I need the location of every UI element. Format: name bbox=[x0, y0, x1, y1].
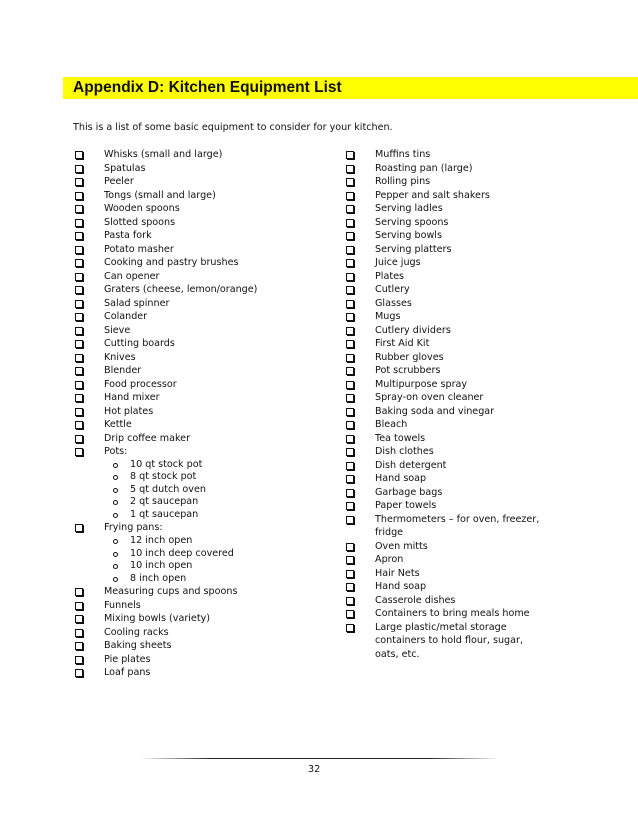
list-item bbox=[344, 621, 544, 662]
list-item bbox=[73, 202, 333, 216]
list-item bbox=[344, 580, 544, 594]
circle-bullet-icon bbox=[113, 513, 118, 518]
list-item-label: Casserole dishes bbox=[375, 594, 456, 606]
list-item bbox=[73, 666, 333, 680]
checkbox-icon bbox=[346, 381, 354, 389]
checkbox-icon bbox=[346, 232, 354, 240]
sub-list-item-label: 12 inch open bbox=[130, 534, 193, 546]
list-item bbox=[344, 418, 544, 432]
list-item-label: Hair Nets bbox=[375, 567, 420, 579]
list-item-label: Pasta fork bbox=[104, 230, 152, 241]
circle-bullet-icon bbox=[113, 488, 118, 493]
list-item bbox=[344, 297, 544, 311]
list-item bbox=[344, 594, 544, 608]
list-item-label: Hot plates bbox=[104, 405, 154, 417]
sub-list-item-label: 8 inch open bbox=[130, 572, 187, 584]
list-item-label: Glasses bbox=[375, 297, 412, 309]
circle-bullet-icon bbox=[113, 564, 118, 569]
checkbox-icon bbox=[75, 259, 83, 267]
list-item-label: Muffins tins bbox=[375, 149, 431, 160]
sub-list-item bbox=[104, 573, 333, 586]
checkbox-icon bbox=[75, 313, 83, 321]
list-item bbox=[73, 521, 333, 585]
list-item-label: Hand soap bbox=[375, 581, 427, 592]
checkbox-icon bbox=[346, 570, 354, 578]
equipment-list-right-column bbox=[344, 148, 544, 661]
list-item bbox=[344, 283, 544, 297]
list-item-label: Oven mitts bbox=[375, 540, 428, 552]
list-item bbox=[73, 378, 333, 392]
list-item bbox=[73, 148, 333, 162]
circle-bullet-icon bbox=[113, 500, 118, 505]
list-item-label: Blender bbox=[104, 365, 142, 376]
checkbox-icon bbox=[346, 610, 354, 618]
sub-list-item bbox=[104, 548, 333, 561]
list-item-label: Mixing bowls (variety) bbox=[104, 613, 211, 625]
list-item-label: Multipurpose spray bbox=[375, 378, 468, 390]
checkbox-icon bbox=[346, 543, 354, 551]
sub-list-item-label: 8 qt stock pot bbox=[130, 471, 197, 483]
list-item bbox=[344, 432, 544, 446]
list-item bbox=[73, 297, 333, 311]
sub-list-item-label: 10 inch open bbox=[130, 560, 193, 572]
sub-list-item-label: 10 qt stock pot bbox=[130, 458, 203, 470]
checkbox-icon bbox=[75, 192, 83, 200]
checkbox-icon bbox=[75, 286, 83, 294]
list-item-label: Bleach bbox=[375, 419, 408, 430]
checkbox-icon bbox=[75, 656, 83, 664]
list-item-label: Spray-on oven cleaner bbox=[375, 392, 484, 403]
list-item bbox=[344, 513, 544, 540]
checkbox-icon bbox=[346, 192, 354, 200]
list-item bbox=[344, 540, 544, 554]
list-item bbox=[73, 639, 333, 653]
list-item bbox=[344, 270, 544, 284]
checkbox-icon bbox=[75, 165, 83, 173]
checkbox-icon bbox=[75, 421, 83, 429]
sub-list-item bbox=[104, 496, 333, 509]
sub-list bbox=[104, 459, 333, 522]
intro-text: This is a list of some basic equipment to consider for your kitchen. bbox=[73, 122, 393, 133]
checkbox-icon bbox=[75, 232, 83, 240]
checkbox-icon bbox=[346, 286, 354, 294]
list-item-label: Hand mixer bbox=[104, 392, 160, 403]
list-item-label: Knives bbox=[104, 351, 136, 363]
checkbox-icon bbox=[75, 602, 83, 610]
list-item-label: Tongs (small and large) bbox=[104, 189, 216, 201]
list-item bbox=[73, 653, 333, 667]
checkbox-icon bbox=[346, 165, 354, 173]
sub-list bbox=[104, 535, 333, 585]
checkbox-icon bbox=[346, 354, 354, 362]
list-item bbox=[344, 499, 544, 513]
list-item-label: Hand soap bbox=[375, 473, 427, 484]
checkbox-icon bbox=[346, 313, 354, 321]
checkbox-icon bbox=[346, 475, 354, 483]
checkbox-icon bbox=[346, 435, 354, 443]
circle-bullet-icon bbox=[113, 552, 118, 557]
checkbox-icon bbox=[75, 354, 83, 362]
list-item bbox=[73, 405, 333, 419]
list-item-label: Apron bbox=[375, 554, 404, 565]
list-item-label: Pepper and salt shakers bbox=[375, 189, 490, 201]
list-item bbox=[73, 599, 333, 613]
list-item bbox=[344, 553, 544, 567]
sub-list-item bbox=[104, 560, 333, 573]
list-item bbox=[344, 391, 544, 405]
circle-bullet-icon bbox=[113, 475, 118, 480]
list-item-label: Food processor bbox=[104, 378, 177, 390]
checkbox-icon bbox=[346, 583, 354, 591]
list-item-label: Rolling pins bbox=[375, 176, 431, 187]
list-item-label: Dish detergent bbox=[375, 459, 447, 471]
list-item bbox=[73, 175, 333, 189]
sub-list-item bbox=[104, 509, 333, 522]
checkbox-icon bbox=[75, 588, 83, 596]
list-item-label: Colander bbox=[104, 311, 148, 322]
checkbox-icon bbox=[346, 205, 354, 213]
list-item-label: Baking soda and vinegar bbox=[375, 405, 495, 417]
list-item-label: Can opener bbox=[104, 270, 160, 282]
checkbox-icon bbox=[346, 327, 354, 335]
list-item-label: Serving ladles bbox=[375, 203, 443, 214]
list-item bbox=[344, 378, 544, 392]
checkbox-icon bbox=[346, 151, 354, 159]
list-item-label: Mugs bbox=[375, 311, 401, 322]
list-item bbox=[73, 337, 333, 351]
list-item bbox=[73, 612, 333, 626]
circle-bullet-icon bbox=[113, 577, 118, 582]
list-item bbox=[344, 175, 544, 189]
checkbox-icon bbox=[346, 300, 354, 308]
checkbox-icon bbox=[346, 421, 354, 429]
list-item bbox=[73, 189, 333, 203]
list-item-label: Drip coffee maker bbox=[104, 432, 191, 444]
checkbox-icon bbox=[75, 669, 83, 677]
list-item-label: Salad spinner bbox=[104, 297, 170, 309]
checkbox-icon bbox=[75, 327, 83, 335]
list-item-label: Serving platters bbox=[375, 243, 452, 255]
sub-list-item bbox=[104, 471, 333, 484]
list-item-label: Dish clothes bbox=[375, 446, 434, 457]
checkbox-icon bbox=[75, 246, 83, 254]
list-item bbox=[73, 364, 333, 378]
list-item-label: Garbage bags bbox=[375, 486, 443, 498]
checkbox-icon bbox=[346, 273, 354, 281]
list-item bbox=[344, 202, 544, 216]
checkbox-icon bbox=[346, 516, 354, 524]
list-item-label: Pots: bbox=[104, 446, 128, 457]
checkbox-icon bbox=[346, 340, 354, 348]
list-item-label: Roasting pan (large) bbox=[375, 162, 473, 174]
list-item bbox=[344, 324, 544, 338]
list-item bbox=[73, 445, 333, 521]
checkbox-icon bbox=[75, 219, 83, 227]
checkbox-icon bbox=[346, 597, 354, 605]
list-item-label: Potato masher bbox=[104, 243, 174, 255]
list-item bbox=[73, 216, 333, 230]
list-item-label: Juice jugs bbox=[375, 257, 421, 268]
list-item bbox=[344, 459, 544, 473]
list-item bbox=[73, 229, 333, 243]
list-item-label: Peeler bbox=[104, 176, 134, 187]
list-item-label: Thermometers – for oven, freezer, fridge bbox=[375, 513, 540, 538]
list-item bbox=[344, 162, 544, 176]
list-item bbox=[344, 310, 544, 324]
sub-list-item-label: 1 qt saucepan bbox=[130, 508, 199, 520]
checkbox-icon bbox=[346, 556, 354, 564]
checkbox-icon bbox=[75, 615, 83, 623]
checkbox-icon bbox=[75, 435, 83, 443]
circle-bullet-icon bbox=[113, 539, 118, 544]
circle-bullet-icon bbox=[113, 463, 118, 468]
list-item bbox=[73, 270, 333, 284]
list-item bbox=[344, 229, 544, 243]
list-item-label: Containers to bring meals home bbox=[375, 608, 530, 619]
list-item bbox=[344, 405, 544, 419]
list-item-label: Cutlery dividers bbox=[375, 324, 451, 336]
list-item bbox=[73, 324, 333, 338]
checkbox-icon bbox=[75, 300, 83, 308]
list-item-label: Cutlery bbox=[375, 284, 410, 295]
checkbox-icon bbox=[346, 408, 354, 416]
list-item bbox=[344, 607, 544, 621]
list-item-label: Wooden spoons bbox=[104, 203, 180, 214]
checkbox-icon bbox=[346, 489, 354, 497]
list-item bbox=[73, 243, 333, 257]
list-item bbox=[73, 626, 333, 640]
checkbox-icon bbox=[75, 448, 83, 456]
list-item bbox=[344, 337, 544, 351]
checkbox-icon bbox=[346, 178, 354, 186]
list-item-label: Cooling racks bbox=[104, 626, 169, 638]
list-item bbox=[344, 256, 544, 270]
list-item-label: Large plastic/metal storage containers to hold flour, sugar, oats, etc. bbox=[375, 621, 524, 660]
checkbox-icon bbox=[75, 381, 83, 389]
list-item bbox=[73, 283, 333, 297]
sub-list-item-label: 5 qt dutch oven bbox=[130, 483, 206, 495]
list-item-label: Pot scrubbers bbox=[375, 365, 441, 376]
list-item bbox=[73, 256, 333, 270]
list-item-label: Paper towels bbox=[375, 500, 437, 511]
checkbox-icon bbox=[346, 448, 354, 456]
list-item bbox=[73, 310, 333, 324]
list-item-label: Serving bowls bbox=[375, 230, 442, 241]
list-item bbox=[73, 418, 333, 432]
checkbox-icon bbox=[346, 462, 354, 470]
list-item-label: Cooking and pastry brushes bbox=[104, 257, 239, 268]
checkbox-icon bbox=[75, 642, 83, 650]
list-item-label: Pie plates bbox=[104, 653, 151, 665]
sub-list-item bbox=[104, 459, 333, 472]
sub-list-item bbox=[104, 535, 333, 548]
list-item bbox=[344, 351, 544, 365]
list-item-label: Whisks (small and large) bbox=[104, 149, 223, 160]
list-item-label: Frying pans: bbox=[104, 522, 163, 534]
list-item bbox=[344, 567, 544, 581]
checkbox-icon bbox=[346, 502, 354, 510]
list-item bbox=[344, 216, 544, 230]
list-item bbox=[73, 585, 333, 599]
list-item-label: First Aid Kit bbox=[375, 338, 430, 349]
checkbox-icon bbox=[346, 367, 354, 375]
checkbox-icon bbox=[75, 178, 83, 186]
checkbox-icon bbox=[346, 394, 354, 402]
sub-list-item bbox=[104, 484, 333, 497]
list-item-label: Sieve bbox=[104, 324, 131, 336]
footer-divider bbox=[140, 758, 500, 759]
sub-list-item-label: 10 inch deep covered bbox=[130, 547, 234, 559]
list-item bbox=[344, 243, 544, 257]
checkbox-icon bbox=[346, 246, 354, 254]
page-title: Appendix D: Kitchen Equipment List bbox=[73, 79, 342, 96]
list-item-label: Cutting boards bbox=[104, 338, 175, 349]
list-item bbox=[344, 148, 544, 162]
checkbox-icon bbox=[75, 151, 83, 159]
checkbox-icon bbox=[75, 394, 83, 402]
checkbox-icon bbox=[346, 624, 354, 632]
list-item bbox=[344, 486, 544, 500]
list-item bbox=[344, 189, 544, 203]
list-item-label: Graters (cheese, lemon/orange) bbox=[104, 284, 258, 295]
list-item bbox=[73, 162, 333, 176]
page-number: 32 bbox=[308, 764, 321, 775]
list-item bbox=[73, 351, 333, 365]
sub-list-item-label: 2 qt saucepan bbox=[130, 496, 199, 508]
checkbox-icon bbox=[346, 259, 354, 267]
list-item bbox=[344, 472, 544, 486]
list-item-label: Loaf pans bbox=[104, 667, 151, 679]
checkbox-icon bbox=[75, 367, 83, 375]
checkbox-icon bbox=[75, 340, 83, 348]
equipment-list-left-column bbox=[73, 148, 333, 680]
list-item-label: Serving spoons bbox=[375, 216, 449, 228]
list-item bbox=[73, 432, 333, 446]
checkbox-icon bbox=[75, 524, 83, 532]
list-item-label: Rubber gloves bbox=[375, 351, 444, 363]
checkbox-icon bbox=[75, 205, 83, 213]
list-item-label: Tea towels bbox=[375, 432, 426, 444]
checkbox-icon bbox=[75, 273, 83, 281]
list-item-label: Spatulas bbox=[104, 162, 146, 174]
list-item bbox=[344, 445, 544, 459]
list-item-label: Measuring cups and spoons bbox=[104, 586, 238, 598]
checkbox-icon bbox=[346, 219, 354, 227]
list-item bbox=[344, 364, 544, 378]
checkbox-icon bbox=[75, 629, 83, 637]
list-item bbox=[73, 391, 333, 405]
list-item-label: Funnels bbox=[104, 599, 141, 611]
checkbox-icon bbox=[75, 408, 83, 416]
list-item-label: Baking sheets bbox=[104, 640, 172, 652]
list-item-label: Kettle bbox=[104, 419, 132, 430]
list-item-label: Plates bbox=[375, 270, 404, 282]
list-item-label: Slotted spoons bbox=[104, 216, 176, 228]
